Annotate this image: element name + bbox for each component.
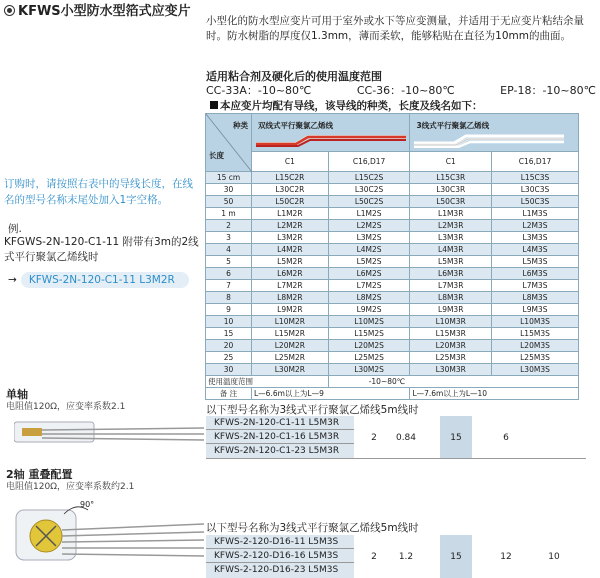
wire-code-cell: L15M3S	[492, 328, 579, 340]
wire-code-cell: L8M2R	[252, 292, 329, 304]
length-cell: 20	[206, 340, 252, 352]
table-row	[206, 232, 579, 244]
uniaxial-spec: 电阻值120Ω，应变率系数2.1	[6, 402, 126, 412]
biaxial-value: 2	[371, 552, 377, 562]
uniaxial-model: KFWS-2N-120-C1-16 L5M3R	[214, 432, 340, 442]
wire-code-cell: L1M2S	[328, 208, 410, 220]
wire-code-cell: L30C2S	[328, 184, 410, 196]
wire-code-cell: L30C2R	[252, 184, 329, 196]
wire-code-cell: L25M2S	[328, 352, 410, 364]
length-cell: 7	[206, 280, 252, 292]
wire-code-cell: L25M3S	[492, 352, 579, 364]
length-cell: 1 m	[206, 208, 252, 220]
wire-code-cell: L4M2S	[328, 244, 410, 256]
example-label: 例.	[8, 223, 22, 235]
wire-code-cell: L5M2R	[252, 256, 329, 268]
sub-header: C1	[252, 152, 329, 172]
uniaxial-model: KFWS-2N-120-C1-23 L5M3R	[214, 446, 340, 456]
adhesive-item: CC-36：-10~80℃	[356, 84, 455, 97]
corner-top-label: 种类	[233, 121, 248, 130]
example-result: KFWS-2N-120-C1-11 L3M2R	[21, 272, 189, 288]
biaxial-gauge-icon	[14, 498, 204, 564]
group-3wire-label: 3线式平行聚氯乙烯线	[416, 121, 490, 130]
wire-code-cell: L4M2R	[252, 244, 329, 256]
table-row	[206, 220, 579, 232]
biaxial-model: KFWS-2-120-D16-16 L5M3S	[214, 551, 339, 561]
title-bullet-icon	[4, 5, 15, 16]
example-text: KFGWS-2N-120-C1-11 附带有3m的2线式平行聚氯乙烯线时	[4, 236, 199, 263]
table-row	[206, 280, 579, 292]
length-cell: 15 cm	[206, 172, 252, 184]
wire-code-cell: L6M3R	[410, 268, 492, 280]
table-row	[206, 292, 579, 304]
uniaxial-caption: 以下型号名称为3线式平行聚氯乙烯线5m线时	[206, 404, 419, 416]
biaxial-value: 15	[450, 552, 462, 562]
uniaxial-gauge-icon	[14, 418, 204, 448]
sub-header: C16,D17	[492, 152, 579, 172]
biaxial-caption: 以下型号名称为3线式平行聚氯乙烯线5m线时	[206, 522, 419, 534]
length-cell: 25	[206, 352, 252, 364]
wire-code-cell: L15C2R	[252, 172, 329, 184]
table-row	[206, 352, 579, 364]
wire-code-cell: L50C3R	[410, 196, 492, 208]
wire-code-cell: L8M3R	[410, 292, 492, 304]
wire-code-cell: L6M3S	[492, 268, 579, 280]
wire-code-cell: L2M3S	[492, 220, 579, 232]
uniaxial-heading: 单轴	[6, 388, 28, 401]
wire-code-cell: L10M3R	[410, 316, 492, 328]
biaxial-model: KFWS-2-120-D16-23 L5M3S	[214, 565, 339, 575]
wire-code-cell: L50C2R	[252, 196, 329, 208]
length-cell: 30	[206, 364, 252, 376]
table-row	[206, 196, 579, 208]
wire-code-cell: L20M3R	[410, 340, 492, 352]
square-bullet-icon	[210, 101, 218, 109]
wire-code-cell: L2M2R	[252, 220, 329, 232]
wire-code-cell: L5M3S	[492, 256, 579, 268]
biaxial-model: KFWS-2-120-D16-11 L5M3S	[214, 537, 339, 547]
adhesive-item: EP-18：-10~80℃	[500, 84, 596, 97]
wire-code-cell: L9M3R	[410, 304, 492, 316]
wire-code-cell: L2M3R	[410, 220, 492, 232]
table-row	[206, 244, 579, 256]
length-cell: 30	[206, 184, 252, 196]
wire-code-cell: L50C2S	[328, 196, 410, 208]
wire-code-cell: L15C2S	[328, 172, 410, 184]
wire-code-cell: L15C3R	[410, 172, 492, 184]
wire-code-cell: L30M3R	[410, 364, 492, 376]
uniaxial-gauge-image	[14, 418, 164, 448]
note-label: 备 注	[206, 388, 252, 400]
order-note: 订购时，请按照右表中的导线长度，在线名的型号名称末尾处加入1字空格。	[4, 178, 193, 206]
uniaxial-value: 6	[503, 433, 509, 443]
wire-code-cell: L30C3R	[410, 184, 492, 196]
length-cell: 5	[206, 256, 252, 268]
wire-code-cell: L8M3S	[492, 292, 579, 304]
biaxial-gauge-image	[14, 498, 204, 564]
wire-code-cell: L10M2R	[252, 316, 329, 328]
corner-bottom-label: 长度	[209, 151, 224, 160]
sub-header: C16,D17	[328, 152, 410, 172]
wire-code-cell: L7M3R	[410, 280, 492, 292]
length-cell: 2	[206, 220, 252, 232]
length-cell: 3	[206, 232, 252, 244]
length-cell: 4	[206, 244, 252, 256]
wire-code-cell: L1M3S	[492, 208, 579, 220]
wire-code-cell: L9M2R	[252, 304, 329, 316]
group-2wire	[252, 114, 410, 152]
table-row	[206, 328, 579, 340]
wire-code-cell: L15M3R	[410, 328, 492, 340]
wire-code-cell: L6M2S	[328, 268, 410, 280]
temp-value: -10~80℃	[328, 376, 578, 388]
table-body	[206, 172, 579, 376]
wire-code-cell: L7M2R	[252, 280, 329, 292]
wire-code-cell: L8M2S	[328, 292, 410, 304]
wire-code-cell: L5M3R	[410, 256, 492, 268]
wire-code-cell: L30M3S	[492, 364, 579, 376]
lead-wire-table	[205, 113, 579, 400]
length-cell: 9	[206, 304, 252, 316]
wire-code-cell: L4M3S	[492, 244, 579, 256]
uniaxial-value: 2	[371, 433, 377, 443]
wire-code-cell: L3M2S	[328, 232, 410, 244]
biaxial-spec: 电阻值120Ω，应变率系数约2.1	[6, 482, 135, 492]
table-row	[206, 316, 579, 328]
temp-label: 使用温度范围	[206, 376, 329, 388]
group-3wire	[410, 114, 579, 152]
wire-code-cell: L6M2R	[252, 268, 329, 280]
length-cell: 8	[206, 292, 252, 304]
sub-header: C1	[410, 152, 492, 172]
uniaxial-model: KFWS-2N-120-C1-11 L5M3R	[214, 418, 340, 428]
wire-code-cell: L7M3S	[492, 280, 579, 292]
length-cell: 50	[206, 196, 252, 208]
angle-label: 90°	[80, 500, 95, 509]
length-cell: 6	[206, 268, 252, 280]
table-row	[206, 256, 579, 268]
wire-code-cell: L1M3R	[410, 208, 492, 220]
table-row	[206, 364, 579, 376]
wire-code-cell: L30C3S	[492, 184, 579, 196]
wire-code-cell: L20M2S	[328, 340, 410, 352]
example-result-row	[8, 272, 189, 288]
wire-code-cell: L25M3R	[410, 352, 492, 364]
wire-code-cell: L2M2S	[328, 220, 410, 232]
adhesive-list	[206, 82, 596, 98]
page-title	[4, 0, 191, 19]
uniaxial-value: 0.84	[395, 433, 417, 443]
biaxial-heading: 2轴 重叠配置	[6, 468, 73, 481]
wire-code-cell: L9M3S	[492, 304, 579, 316]
wire-code-cell: L9M2S	[328, 304, 410, 316]
wire-code-cell: L15M2S	[328, 328, 410, 340]
uniaxial-value: 15	[450, 433, 462, 443]
table-row	[206, 340, 579, 352]
wire-code-cell: L30M2R	[252, 364, 329, 376]
white-cable-icon	[414, 132, 564, 148]
adhesive-title: 适用粘合剂及硬化后的使用温度范围	[206, 70, 382, 83]
table-row	[206, 208, 579, 220]
note-right: L—7.6m以上为L—10	[410, 388, 579, 400]
wire-code-cell: L1M2R	[252, 208, 329, 220]
wire-code-cell: L10M3S	[492, 316, 579, 328]
table-row	[206, 268, 579, 280]
biaxial-value: 1.2	[398, 552, 414, 562]
wire-code-cell: L15C3S	[492, 172, 579, 184]
table-row	[206, 172, 579, 184]
wire-code-cell: L15M2R	[252, 328, 329, 340]
wire-code-cell: L10M2S	[328, 316, 410, 328]
wire-code-cell: L25M2R	[252, 352, 329, 364]
length-cell: 10	[206, 316, 252, 328]
wire-code-cell: L3M2R	[252, 232, 329, 244]
adhesive-item: CC-33A：-10~80℃	[206, 84, 312, 97]
wire-code-cell: L50C3S	[492, 196, 579, 208]
biaxial-value: 12	[500, 552, 512, 562]
biaxial-value: 10	[548, 552, 560, 562]
note-left: L—6.6m以上为L—9	[252, 388, 410, 400]
wire-code-cell: L20M3S	[492, 340, 579, 352]
red-cable-icon	[256, 132, 406, 148]
arrow-icon: →	[8, 274, 17, 286]
wire-code-cell: L30M2S	[328, 364, 410, 376]
wire-code-cell: L3M3S	[492, 232, 579, 244]
wire-code-cell: L20M2R	[252, 340, 329, 352]
page-title-text: KFWS小型防水型箔式应变片	[18, 4, 191, 19]
table-corner	[206, 114, 252, 172]
intro-text: 小型化的防水型应变片可用于室外或水下等应变测量，并适用于无应变片粘结余量时。防水树脂的厚度仅1.3mm，薄而柔软，能够粘贴在直径为10mm的曲面。	[206, 15, 584, 42]
group-2wire-label: 双线式平行聚氯乙烯线	[258, 121, 333, 130]
wire-code-cell: L7M2S	[328, 280, 410, 292]
table-row	[206, 304, 579, 316]
wire-code-cell: L5M2S	[328, 256, 410, 268]
wire-code-cell: L3M3R	[410, 232, 492, 244]
length-cell: 15	[206, 328, 252, 340]
wire-code-cell: L4M3R	[410, 244, 492, 256]
table-row	[206, 184, 579, 196]
table-note: 本应变片均配有导线，该导线的种类，长度及线名如下：	[210, 98, 483, 113]
